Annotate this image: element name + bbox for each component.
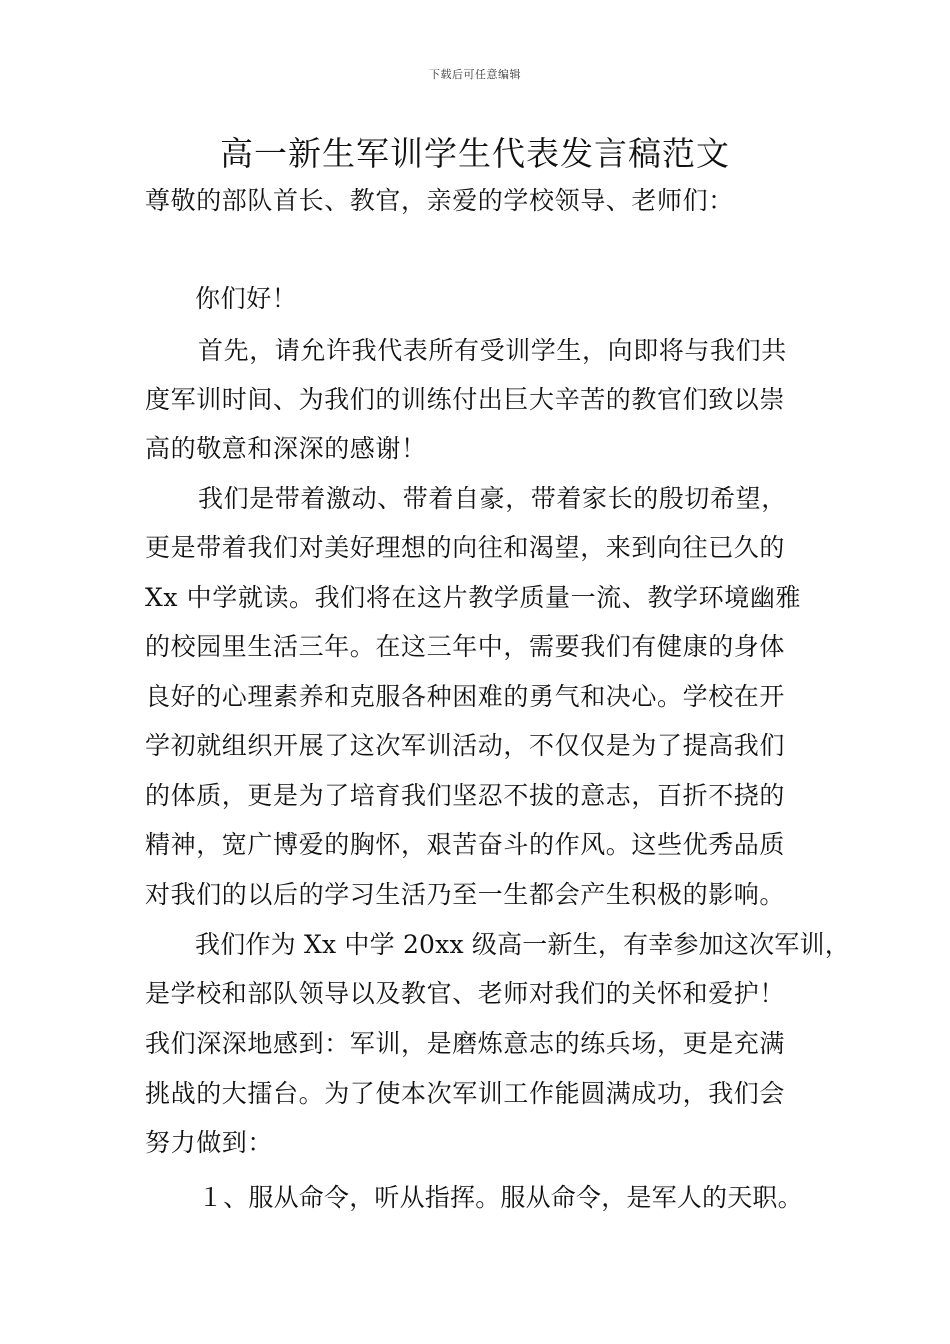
paragraph-line: 的校园里生活三年。在这三年中，需要我们有健康的身体: [145, 632, 786, 661]
paragraph-line: 良好的心理素养和克服各种困难的勇气和决心。学校在开: [145, 682, 786, 711]
page-header-note: 下载后可任意编辑: [429, 68, 521, 81]
paragraph-line: 首先，请允许我代表所有受训学生，向即将与我们共: [198, 336, 787, 365]
paragraph-line: 努力做到：: [145, 1128, 274, 1157]
paragraph-line: 挑战的大擂台。为了使本次军训工作能圆满成功，我们会: [145, 1079, 786, 1108]
paragraph-line: 度军训时间、为我们的训练付出巨大辛苦的教官们致以崇: [145, 385, 786, 414]
paragraph-line: 更是带着我们对美好理想的向往和渴望，来到向往已久的: [145, 533, 786, 562]
paragraph-line: 我们是带着激动、带着自豪，带着家长的殷切希望，: [198, 484, 787, 513]
paragraph-line: 我们深深地感到：军训，是磨炼意志的练兵场，更是充满: [145, 1029, 786, 1058]
paragraph-line: 对我们的以后的学习生活乃至一生都会产生积极的影响。: [145, 880, 786, 909]
paragraph-line: Xx 中学就读。我们将在这片教学质量一流、教学环境幽雅: [145, 583, 802, 612]
paragraph-line: 高的敬意和深深的感谢！: [145, 434, 427, 463]
greeting-line: 你们好！: [195, 284, 298, 313]
document-title: 高一新生军训学生代表发言稿范文: [220, 134, 730, 173]
paragraph-line: 是学校和部队领导以及教官、老师对我们的关怀和爱护！: [145, 979, 786, 1008]
paragraph-line: 精神，宽广博爱的胸怀，艰苦奋斗的作风。这些优秀品质: [145, 830, 786, 859]
salutation-line: 尊敬的部队首长、教官，亲爱的学校领导、老师们：: [145, 186, 734, 215]
list-item-1: １、服从命令，听从指挥。服从命令，是军人的天职。: [198, 1183, 803, 1212]
paragraph-line: 学初就组织开展了这次军训活动，不仅仅是为了提高我们: [145, 731, 786, 760]
paragraph-line: 的体质，更是为了培育我们坚忍不拔的意志，百折不挠的: [145, 781, 786, 810]
paragraph-line: 我们作为 Xx 中学 20xx 级高一新生，有幸参加这次军训，: [195, 930, 850, 959]
